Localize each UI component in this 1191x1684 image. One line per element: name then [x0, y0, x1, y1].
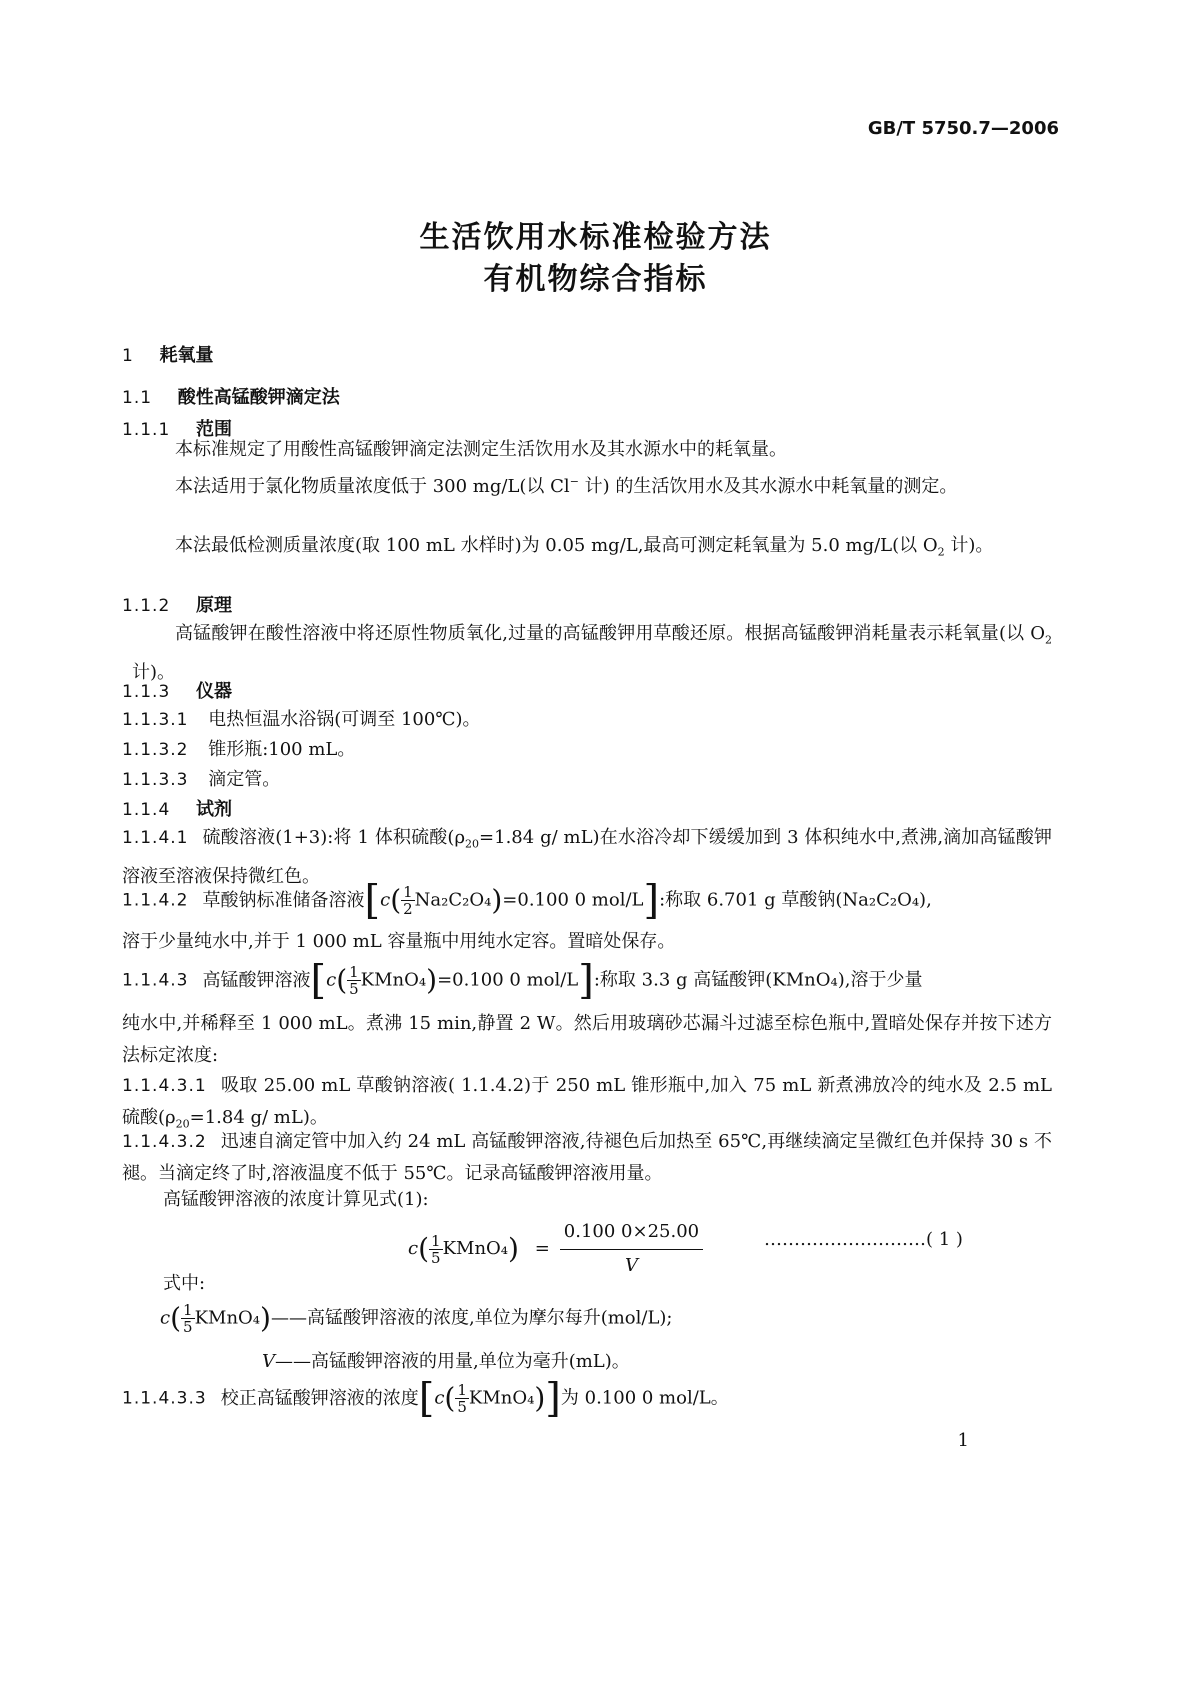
item-number: 1.1.4.3 [122, 970, 189, 991]
section-number: 1.1 [122, 388, 153, 408]
fraction [429, 1233, 443, 1266]
denominator: 5 [349, 980, 359, 998]
item-text-b: :称取 3.3 g 高锰酸钾(KMnO₄),溶于少量 [593, 969, 923, 991]
item-text-b: =1.84 g/ mL)。 [189, 1107, 328, 1128]
definition-v [262, 1346, 630, 1378]
equation-denominator: V [624, 1255, 638, 1276]
reagent-1-1-4-3 [122, 957, 1052, 1004]
fraction [455, 1382, 469, 1415]
concentration-value: =0.100 0 mol/L [502, 889, 644, 911]
principle-paragraph [132, 618, 1052, 689]
item-text-a: 高锰酸钾溶液 [202, 969, 311, 991]
reagent-1-1-4-1 [122, 822, 1052, 893]
fraction [347, 964, 361, 997]
apparatus-item-1 [122, 704, 480, 736]
page-title-line2: 有机物综合指标 [483, 262, 708, 297]
left-bracket: [ [310, 957, 327, 1004]
section-title: 原理 [196, 595, 232, 616]
symbol-v: V [262, 1351, 275, 1372]
scope-paragraph-2 [132, 466, 1052, 503]
denominator: 5 [457, 1398, 467, 1416]
item-text: 滴定管。 [208, 769, 281, 790]
item-text-a: 校正高锰酸钾溶液的浓度 [220, 1387, 419, 1409]
leader-dots: ……………………… [764, 1229, 926, 1250]
reagent-1-1-4-3-2 [122, 1126, 1052, 1190]
equation-number: ( 1 ) [926, 1229, 963, 1250]
scope-p3-text-a: 本法最低检测质量浓度(取 100 mL 水样时)为 0.05 mg/L,最高可测定耗氧量为 5.0 mg/L(以 O [175, 535, 938, 556]
numerator: 1 [349, 963, 359, 981]
standard-code: GB/T 5750.7—2006 [867, 118, 1059, 139]
item-number: 1.1.3.1 [122, 710, 189, 730]
item-text-b: :称取 6.701 g 草酸钠(Na₂C₂O₄), [659, 889, 932, 911]
item-number: 1.1.3.2 [122, 740, 189, 760]
reagent-1-1-4-3-cont: 纯水中,并稀释至 1 000 mL。煮沸 15 min,静置 2 W。然后用玻璃砂芯漏斗过滤至棕色瓶中,置暗处保存并按下述方法标定浓度: [122, 1013, 1052, 1066]
section-title: 耗氧量 [159, 345, 214, 366]
left-bracket: [ [364, 877, 381, 924]
right-bracket: ] [545, 1375, 561, 1422]
item-text-a: 草酸钠标准储备溶液 [202, 889, 365, 911]
chemical-formula: Na₂C₂O₄ [414, 889, 492, 911]
symbol-c: c [160, 1307, 171, 1329]
equals-sign: = [534, 1238, 550, 1259]
item-number: 1.1.4.3.1 [122, 1076, 207, 1096]
left-paren: ( [418, 1232, 430, 1265]
right-bracket: ] [578, 957, 594, 1004]
principle-text-b: 计)。 [132, 661, 176, 683]
concentration-value: =0.100 0 mol/L [437, 969, 579, 991]
item-text-b: =1.84 g/ mL)在水浴冷却下缓缓加到 3 体积纯水中,煮沸,滴加高锰酸钾溶液至溶液保持微红色。 [122, 827, 1052, 887]
item-text: 迅速自滴定管中加入约 24 mL 高锰酸钾溶液,待褪色后加热至 65℃,再继续滴定呈微红色并保持 30 s 不褪。当滴定终了时,溶液温度不低于 55℃。记录高锰酸钾溶液用量。 [122, 1131, 1052, 1184]
chemical-formula: KMnO₄ [468, 1387, 535, 1409]
symbol-c: c [380, 889, 391, 911]
right-paren: ) [491, 883, 503, 917]
symbol-c: c [408, 1238, 419, 1259]
section-number: 1 [122, 346, 134, 366]
scope-p2-text-b: 计) 的生活饮用水及其水源水中耗氧量的测定。 [578, 476, 958, 497]
scope-p3-text-b: 计)。 [944, 535, 994, 556]
numerator: 1 [403, 883, 413, 901]
left-paren: ( [390, 883, 402, 917]
definition-text: ——高锰酸钾溶液的浓度,单位为摩尔每升(mol/L); [270, 1307, 673, 1329]
subscript: 2 [937, 545, 945, 559]
equation-label [764, 1224, 963, 1256]
subscript: 2 [1045, 633, 1052, 647]
denominator: 5 [183, 1318, 193, 1336]
section-title: 仪器 [196, 681, 232, 702]
chemical-formula: KMnO₄ [194, 1307, 261, 1329]
section-1-heading [122, 340, 214, 372]
reagent-1-1-4-3-3 [122, 1375, 729, 1422]
scope-p2-text-a: 本法适用于氯化物质量浓度低于 300 mg/L(以 Cl [175, 476, 570, 497]
right-paren: ) [426, 963, 438, 997]
definition-c [160, 1302, 672, 1335]
scope-paragraph-3 [132, 530, 1052, 569]
fraction [181, 1302, 195, 1335]
calculation-intro: 高锰酸钾溶液的浓度计算见式(1): [163, 1189, 429, 1210]
section-title: 酸性高锰酸钾滴定法 [177, 387, 340, 408]
scope-paragraph-1: 本标准规定了用酸性高锰酸钾滴定法测定生活饮用水及其水源水中的耗氧量。 [175, 439, 787, 460]
principle-text-a: 高锰酸钾在酸性溶液中将还原性物质氧化,过量的高锰酸钾用草酸还原。根据高锰酸钾消耗量表示耗氧量(以 O [175, 623, 1045, 644]
numerator: 1 [183, 1301, 193, 1319]
section-number: 1.1.3 [122, 682, 171, 702]
equation-numerator: 0.100 0×25.00 [560, 1216, 703, 1250]
subscript: 20 [175, 1117, 190, 1131]
reagent-1-1-4-2-cont: 溶于少量纯水中,并于 1 000 mL 容量瓶中用纯水定容。置暗处保存。 [122, 931, 676, 952]
denominator: 2 [403, 900, 413, 918]
right-paren: ) [508, 1232, 519, 1265]
numerator: 1 [457, 1381, 467, 1399]
fraction [401, 884, 415, 917]
right-paren: ) [534, 1381, 546, 1415]
section-number: 1.1.2 [122, 596, 171, 616]
apparatus-item-3 [122, 764, 280, 796]
item-number: 1.1.4.3.3 [122, 1388, 207, 1409]
equation-1 [408, 1216, 703, 1282]
superscript: − [569, 475, 579, 488]
symbol-c: c [434, 1387, 445, 1409]
definition-text: ——高锰酸钾溶液的用量,单位为毫升(mL)。 [275, 1351, 630, 1372]
item-text: 电热恒温水浴锅(可调至 100℃)。 [208, 709, 481, 730]
denominator: 5 [431, 1248, 441, 1267]
item-number: 1.1.4.1 [122, 828, 189, 848]
item-text-a: 硫酸溶液(1+3):将 1 体积硫酸(ρ [202, 827, 466, 848]
page-title-line1: 生活饮用水标准检验方法 [419, 220, 772, 255]
section-title: 范围 [196, 419, 232, 440]
chemical-formula: KMnO₄ [442, 1238, 509, 1259]
item-text-a: 吸取 25.00 mL 草酸钠溶液( 1.1.4.2)于 250 mL 锥形瓶中,加入 75 mL 新煮沸放冷的纯水及 2.5 mL 硫酸(ρ [122, 1075, 1052, 1128]
equation-fraction [560, 1216, 703, 1282]
symbol-c: c [326, 969, 337, 991]
section-number: 1.1.4 [122, 800, 171, 820]
item-text: 锥形瓶:100 mL。 [208, 739, 356, 760]
page-number: 1 [957, 1430, 969, 1451]
left-paren: ( [170, 1301, 182, 1335]
left-paren: ( [336, 963, 348, 997]
section-title: 试剂 [196, 799, 232, 820]
left-paren: ( [444, 1381, 456, 1415]
item-number: 1.1.4.3.2 [122, 1132, 207, 1152]
left-bracket: [ [418, 1375, 435, 1422]
right-paren: ) [260, 1301, 271, 1335]
chemical-formula: KMnO₄ [360, 969, 427, 991]
where-label: 式中: [163, 1273, 206, 1294]
subscript: 20 [465, 837, 480, 851]
item-number: 1.1.4.2 [122, 890, 189, 911]
section-number: 1.1.1 [122, 420, 171, 440]
item-number: 1.1.3.3 [122, 770, 189, 790]
apparatus-item-2 [122, 734, 355, 766]
item-text-b: 为 0.100 0 mol/L。 [560, 1387, 729, 1409]
section-1-1-heading [122, 382, 340, 414]
numerator: 1 [431, 1231, 441, 1250]
reagent-1-1-4-2 [122, 877, 1052, 924]
right-bracket: ] [643, 877, 660, 924]
